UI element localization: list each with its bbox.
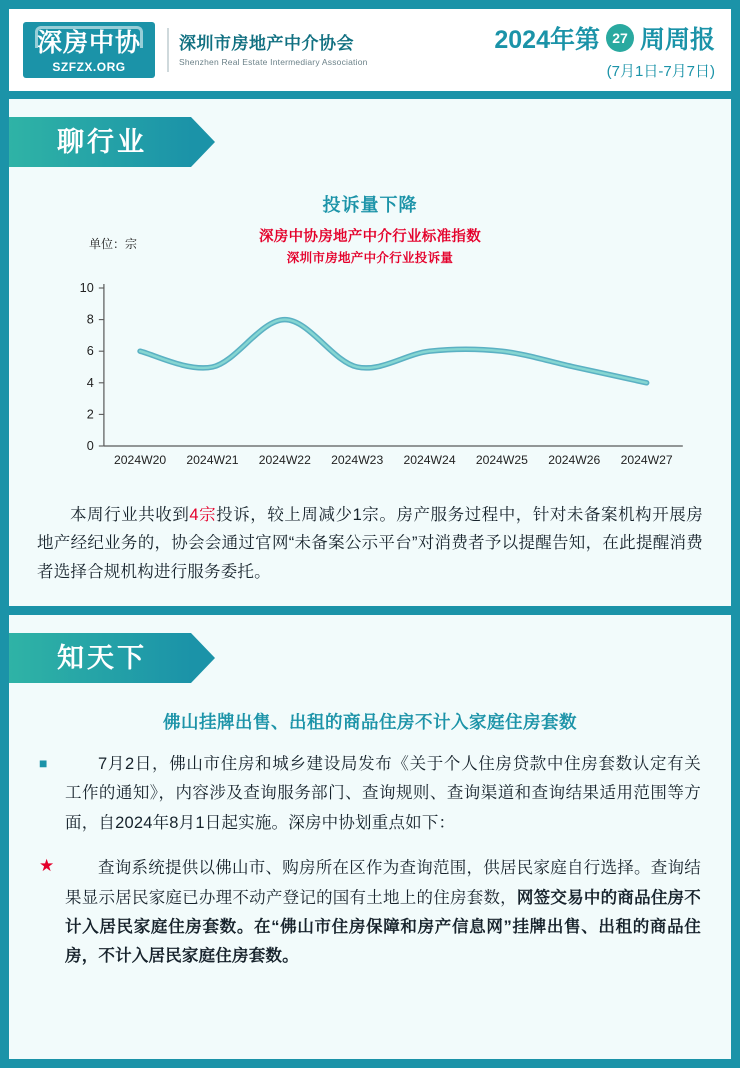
svg-text:10: 10 <box>79 281 94 295</box>
chart-unit-label: 单位：宗 <box>89 237 138 251</box>
industry-paragraph-part2: 投诉，较上周减少1宗。房产服务过程中，针对未备案机构开展房地产经纪业务的，协会会通过官网“未备案公示平台”对消费者予以提醒告知，在此提醒消费者选择合规机构进行服务委托。 <box>37 506 703 581</box>
svg-text:2024W21: 2024W21 <box>186 453 239 467</box>
legend-item-index: 深房中协房地产中介行业标准指数 <box>259 229 481 245</box>
x-tick-group <box>114 453 673 467</box>
y-tick-group <box>80 281 104 453</box>
series-line-shadow <box>140 320 647 383</box>
svg-text:4: 4 <box>86 375 94 390</box>
series-line <box>140 320 647 383</box>
svg-text:2024W22: 2024W22 <box>258 453 311 467</box>
industry-paragraph-part1: 本周行业共收到 <box>70 506 190 524</box>
footer-space <box>9 972 731 986</box>
svg-text:2024W24: 2024W24 <box>403 453 456 467</box>
chart-plot-area <box>45 274 695 489</box>
issue-block <box>494 20 715 81</box>
news-item-1 <box>39 750 701 838</box>
brand-block <box>23 22 368 78</box>
industry-paragraph <box>37 501 703 586</box>
legend-item-complaints: 深圳市房地产中介行业投诉量 <box>286 251 454 265</box>
logo-chinese-name: 深房中协 <box>36 29 141 57</box>
news-item-2-text-a: 查询系统提供以佛山市、购房所在区作为查询范围，供居民家庭自行选择。查询结果显示居民家庭已办理不动产登记的国有土地上的住房套数， <box>65 859 701 907</box>
svg-text:2: 2 <box>86 407 94 422</box>
chart-title: 投诉量下降 <box>322 195 418 215</box>
top-divider-band <box>9 91 731 99</box>
svg-text:2024W25: 2024W25 <box>475 453 528 467</box>
logo-divider <box>167 28 169 72</box>
section-tag-industry: 聊行业 <box>9 117 191 167</box>
svg-text:2024W23: 2024W23 <box>331 453 384 467</box>
section-tag-world: 知天下 <box>9 633 191 683</box>
svg-text:6: 6 <box>86 344 94 359</box>
news-headline: 佛山挂牌出售、出租的商品住房不计入家庭住房套数 <box>163 712 577 733</box>
svg-text:0: 0 <box>86 439 94 453</box>
news-item-2 <box>39 854 701 971</box>
association-name-cn: 深圳市房地产中介协会 <box>179 33 354 53</box>
industry-complaint-count: 4宗 <box>189 506 217 524</box>
page-header <box>9 9 731 91</box>
svg-text:2024W26: 2024W26 <box>548 453 601 467</box>
chart-svg <box>45 274 695 489</box>
news-item-1-text: 7月2日，佛山市住房和城乡建设局发布《关于个人住房贷款中住房套数认定有关工作的通知》，内容涉及查询服务部门、查询规则、查询渠道和查询结果适用范围等方面，自2024年8月1日起实施。深房中协划重点如下： <box>65 755 701 832</box>
star-bullet-icon: ★ <box>39 856 55 876</box>
issue-date-range: (7月1日-7月7日) <box>606 62 715 80</box>
issue-number-badge: 27 <box>606 24 634 52</box>
svg-text:8: 8 <box>86 312 94 327</box>
issue-title <box>494 20 715 56</box>
page-content <box>9 91 731 1059</box>
logo-mark <box>23 22 155 78</box>
chart-legend <box>45 225 695 266</box>
issue-suffix: 周周报 <box>639 25 715 54</box>
association-name-en: Shenzhen Real Estate Intermediary Association <box>179 56 368 67</box>
news-item-2-text-b: 网签交易中的商品住房不计入居民家庭住房套数。在“佛山市住房保障和房产信息网”挂牌出售、出租的商品住房，不计入居民家庭住房套数。 <box>65 888 701 966</box>
svg-text:2024W20: 2024W20 <box>114 453 167 467</box>
logo-domain: SZFZX.ORG <box>52 60 126 74</box>
svg-text:2024W27: 2024W27 <box>620 453 673 467</box>
square-bullet-icon: ■ <box>39 755 48 772</box>
complaint-chart-card <box>37 181 703 493</box>
issue-prefix: 2024年第 <box>494 25 600 54</box>
mid-divider-band <box>9 606 731 615</box>
association-name-block <box>179 33 368 68</box>
